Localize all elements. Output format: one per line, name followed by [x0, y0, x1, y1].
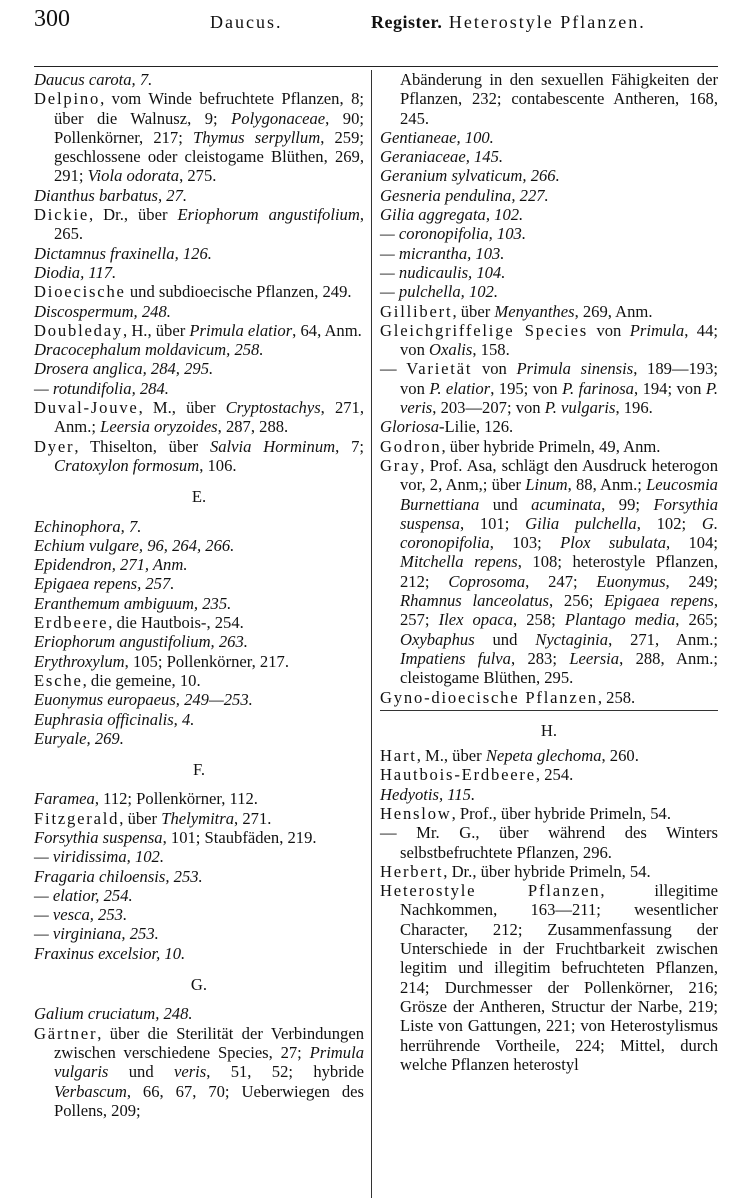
section-heading-f: F.: [192, 760, 206, 780]
index-entry: Faramea, 112; Pollenkörner, 112.: [34, 789, 258, 809]
index-entry: — nudicaulis, 104.: [380, 262, 506, 282]
index-entry: Godron, über hybride Primeln, 49, Anm.: [380, 436, 661, 456]
index-entry: Echinophora, 7.: [34, 516, 142, 536]
index-entry: — rotundifolia, 284.: [34, 378, 169, 398]
index-entry: Fraxinus excelsior, 10.: [34, 943, 186, 963]
index-entry: Erdbeere, die Hautbois-, 254.: [34, 613, 244, 633]
index-entry: — Varietät von Primula sinensis, 189—193; von P. elatior, 195; von P. farinosa, 194; von P. veris, 203—207; von P. vulgaris, 196.: [380, 359, 719, 418]
index-entry: Dianthus barbatus, 27.: [34, 185, 188, 205]
index-entry: — elatior, 254.: [34, 885, 133, 905]
index-entry: — micrantha, 103.: [380, 243, 505, 263]
index-entry: Gentianeae, 100.: [380, 127, 494, 147]
section-heading-e: E.: [191, 487, 207, 507]
index-entry: Henslow, Prof., über hybride Primeln, 54.: [380, 803, 671, 823]
index-entry: Geraniaceae, 145.: [380, 147, 504, 167]
index-entry: Esche, die gemeine, 10.: [34, 670, 201, 690]
page-header: [34, 4, 718, 38]
index-entry: — pulchella, 102.: [380, 282, 498, 302]
index-entry: Dracocephalum moldavicum, 258.: [34, 340, 264, 360]
running-head-section: Heterostyle Pflanzen.: [448, 12, 646, 32]
section-heading-h: H.: [540, 720, 558, 740]
index-entry: — coronopifolia, 103.: [380, 224, 526, 244]
register-label: Register.: [371, 12, 443, 32]
index-entry: — viridissima, 102.: [34, 847, 164, 867]
index-entry: Euphrasia officinalis, 4.: [34, 709, 195, 729]
left-column: [34, 70, 364, 1120]
right-column: [380, 70, 718, 1074]
index-entry: Gillibert, über Menyanthes, 269, Anm.: [380, 301, 653, 321]
header-rule: [34, 66, 718, 67]
index-entry: Daucus carota, 7.: [34, 70, 153, 89]
index-entry: Doubleday, H., über Primula elatior, 64, Anm.: [34, 320, 362, 340]
index-entry: Delpino, vom Winde befruchtete Pflanzen, 8; über die Walnusz, 9; Polygonaceae, 90; Pollenkörner, 217; Thymus serpyllum, 259; geschlossene oder cleistogame Blüthen, 269, 291; Viola odorata, 275.: [34, 89, 364, 186]
index-entry: Gyno-dioecische Pflanzen, 258.: [380, 687, 636, 707]
index-entry: Euryale, 269.: [34, 728, 124, 748]
index-entry: Dickie, Dr., über Eriophorum angustifolium, 265.: [34, 205, 364, 244]
index-entry: Eranthemum ambiguum, 235.: [34, 593, 232, 613]
index-entry: Gärtner, über die Sterilität der Verbindungen zwischen verschiedene Species, 27; Primula vulgaris und veris, 51, 52; hybride Verbascum, 66, 67, 70; Ueberwiegen des Pollens, 209;: [34, 1023, 365, 1120]
index-entry: Echium vulgare, 96, 264, 266.: [34, 535, 235, 555]
index-entry: Epidendron, 271, Anm.: [34, 555, 188, 575]
index-entry: Gray, Prof. Asa, schlägt den Ausdruck heterogon vor, 2, Anm,; über Linum, 88, Anm.; Leucosmia Burnettiana und acuminata, 99; Forsythia suspensa, 101; Gilia pulchella, 102; G. coronopifolia, 103; Plox subulata, 104; Mitchella repens, 108; heterostyle Pflanzen, 212; Coprosoma, 247; Euonymus, 249; Rhamnus lanceolatus, 256; Epigaea repens, 257; Ilex opaca, 258; Plantago media, 265; Oxybaphus und Nyctaginia, 271, Anm.; Impatiens fulva, 283; Leersia, 288, Anm.; cleistogame Blüthen, 295.: [380, 455, 718, 688]
index-entry: Gesneria pendulina, 227.: [380, 185, 549, 205]
index-entry: Duval-Jouve, M., über Cryptostachys, 271, Anm.; Leersia oryzoides, 287, 288.: [34, 398, 364, 437]
index-entry: Fitzgerald, über Thelymitra, 271.: [34, 808, 272, 828]
index-entry: — Mr. G., über während des Winters selbstbefruchtete Pflanzen, 296.: [380, 823, 718, 862]
index-entry: Eriophorum angustifolium, 263.: [34, 632, 248, 652]
index-entry: — vesca, 253.: [34, 905, 128, 925]
index-entry: Euonymus europaeus, 249—253.: [34, 690, 253, 710]
section-heading-g: G.: [190, 975, 208, 995]
index-entry: Gleichgriffelige Species von Primula, 44; von Oxalis, 158.: [380, 320, 718, 360]
index-entry: Dioecische und subdioecische Pflanzen, 249.: [34, 282, 352, 302]
index-entry: Dictamnus fraxinella, 126.: [34, 243, 212, 263]
index-entry: Erythroxylum, 105; Pollenkörner, 217.: [34, 651, 289, 671]
index-entry: Hart, M., über Nepeta glechoma, 260.: [380, 746, 639, 766]
index-entry: Drosera anglica, 284, 295.: [34, 359, 214, 379]
index-entry: Epigaea repens, 257.: [34, 574, 175, 594]
index-entry: Hedyotis, 115.: [380, 784, 476, 804]
index-entry: Dyer, Thiselton, über Salvia Horminum, 7; Cratoxylon formosum, 106.: [34, 436, 364, 475]
index-entry: Gilia aggregata, 102.: [380, 205, 524, 225]
column-divider: [371, 70, 372, 1198]
index-entry: Hautbois-Erdbeere, 254.: [380, 765, 574, 785]
index-entry: Fragaria chiloensis, 253.: [34, 866, 203, 886]
index-entry: Forsythia suspensa, 101; Staubfäden, 219.: [34, 827, 317, 847]
index-entry: Galium cruciatum, 248.: [34, 1004, 193, 1024]
index-entry: Discospermum, 248.: [34, 301, 171, 321]
index-entry: — virginiana, 253.: [34, 924, 159, 944]
index-entry: Herbert, Dr., über hybride Primeln, 54.: [380, 861, 651, 881]
running-head-right: [371, 12, 646, 33]
section-rule: [380, 710, 718, 711]
index-entry: Diodia, 117.: [34, 262, 117, 282]
index-entry: Heterostyle Pflanzen, illegitime Nachkommen, 163—211; wesentlicher Character, 212; Zusammenfassung der Unterschiede in der Fruchtbarkeit zwischen legitim und illegitim befruchteten Pflanzen, 214; Durchmesser der Pollenkörner, 216; Grösze der Antheren, Structur der Narbe, 219; Liste von Gattungen, 221; von Heterostylismus herrührende Vortheile, 224; Mittel, durch welche Pflanzen heterostyl: [380, 881, 718, 1074]
page-number: 300: [34, 6, 70, 32]
index-entry: Geranium sylvaticum, 266.: [380, 166, 560, 186]
running-head-left: Daucus.: [210, 12, 283, 32]
index-entry: Gloriosa-Lilie, 126.: [380, 417, 514, 437]
index-entry-continued: Abänderung in den sexuellen Fähigkeiten der Pflanzen, 232; contabescente Antheren, 168, 245.: [400, 70, 718, 128]
